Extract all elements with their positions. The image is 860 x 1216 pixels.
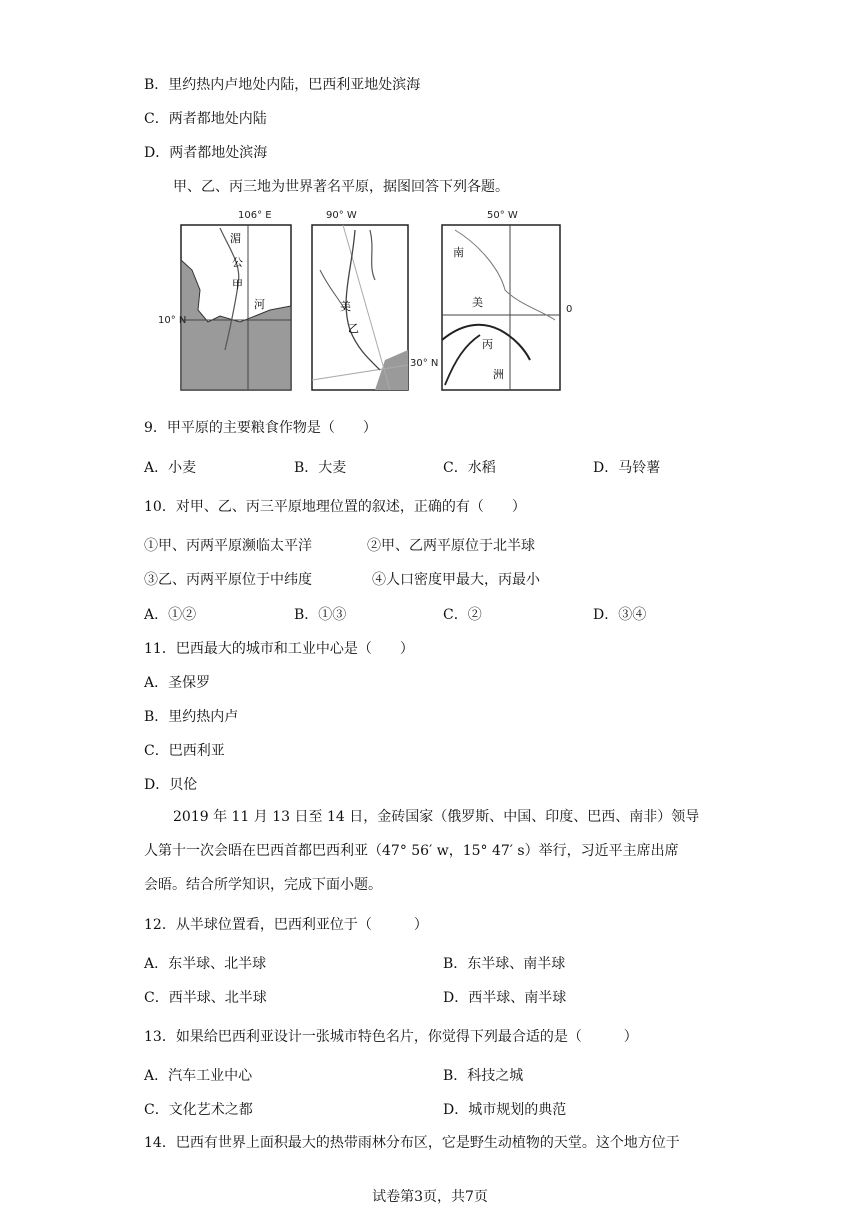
- q13-b: B．科技之城: [443, 1068, 524, 1084]
- intro-brics-1: 2019 年 11 月 13 日至 14 日，金砖国家（俄罗斯、中国、印度、巴西、南非）领导: [173, 809, 700, 825]
- q12: 12．从半球位置看，巴西利亚位于（ ）: [144, 917, 428, 933]
- q13: 13．如果给巴西利亚设计一张城市特色名片，你觉得下列最合适的是（ ）: [144, 1029, 638, 1045]
- q10-s4: ④人口密度甲最大，丙最小: [372, 572, 540, 588]
- q9-c: C．水稻: [443, 460, 496, 476]
- q10: 10．对甲、乙、丙三平原地理位置的叙述，正确的有（ ）: [144, 499, 526, 515]
- q12-c: C．西半球、北半球: [144, 990, 267, 1006]
- q10-a: A．①②: [144, 607, 197, 623]
- q9: 9．甲平原的主要粮食作物是（ ）: [144, 420, 377, 436]
- q8-option-d: D．两者都地处滨海: [144, 145, 268, 161]
- map-yi: [312, 210, 438, 390]
- intro-plains: 甲、乙、丙三地为世界著名平原，据图回答下列各题。: [173, 179, 509, 195]
- m3-l2: 丙: [482, 338, 493, 351]
- m3-lat: 0: [566, 304, 573, 315]
- q8-option-b: B．里约热内卢地处内陆，巴西利亚地处滨海: [144, 77, 421, 93]
- q9-a: A．小麦: [144, 460, 197, 476]
- q9-b: B．大麦: [294, 460, 347, 476]
- q8-option-c: C．两者都地处内陆: [144, 111, 267, 127]
- q11-c: C．巴西利亚: [144, 743, 225, 759]
- m1-lon: 106° E: [238, 210, 272, 221]
- q10-d: D．③④: [593, 607, 647, 623]
- page-footer: 试卷第3页，共7页: [372, 1189, 488, 1205]
- m3-l3: 洲: [493, 368, 504, 381]
- q13-a: A．汽车工业中心: [144, 1068, 253, 1084]
- q12-a: A．东半球、北半球: [144, 956, 267, 972]
- q10-b: B．①③: [294, 607, 347, 623]
- m1-l1: 公: [232, 256, 243, 269]
- q11-a: A．圣保罗: [144, 675, 211, 691]
- m1-l3: 河: [254, 298, 265, 311]
- q11-d: D．贝伦: [144, 777, 198, 793]
- q11-b: B．里约热内卢: [144, 709, 239, 725]
- q9-d: D．马铃薯: [593, 460, 661, 476]
- intro-brics-3: 会晤。结合所学知识，完成下面小题。: [144, 877, 382, 893]
- m1-l2: 甲: [232, 278, 243, 291]
- m2-lat: 30° N: [410, 358, 439, 369]
- plains-maps: [158, 210, 610, 392]
- m1-lat: 10° N: [158, 315, 187, 326]
- m3-lon: 50° W: [487, 210, 518, 221]
- q14: 14．巴西有世界上面积最大的热带雨林分布区，它是野生动植物的天堂。这个地方位于: [144, 1135, 680, 1151]
- m2-lon: 90° W: [326, 210, 357, 221]
- q13-d: D．城市规划的典范: [443, 1102, 567, 1118]
- q12-d: D．西半球、南半球: [443, 990, 567, 1006]
- map-bing: [442, 210, 572, 390]
- q12-b: B．东半球、南半球: [443, 956, 566, 972]
- m2-l1: 乙: [348, 322, 359, 335]
- m2-l0: 美: [340, 300, 351, 313]
- m1-l0: 湄: [230, 232, 241, 245]
- q11: 11．巴西最大的城市和工业中心是（ ）: [144, 641, 414, 657]
- map-jia: [158, 210, 291, 390]
- q10-s1: ①甲、丙两平原濒临太平洋: [144, 538, 312, 554]
- m3-l1: 美: [472, 296, 483, 309]
- q10-s2: ②甲、乙两平原位于北半球: [367, 538, 535, 554]
- intro-brics-2: 人第十一次会晤在巴西首都巴西利亚（47° 56′ w，15° 47′ s）举行，习近平主席出席: [144, 843, 679, 859]
- q10-s3: ③乙、丙两平原位于中纬度: [144, 572, 312, 588]
- q13-c: C．文化艺术之都: [144, 1102, 253, 1118]
- q10-c: C．②: [443, 607, 482, 623]
- m3-l0: 南: [453, 246, 464, 259]
